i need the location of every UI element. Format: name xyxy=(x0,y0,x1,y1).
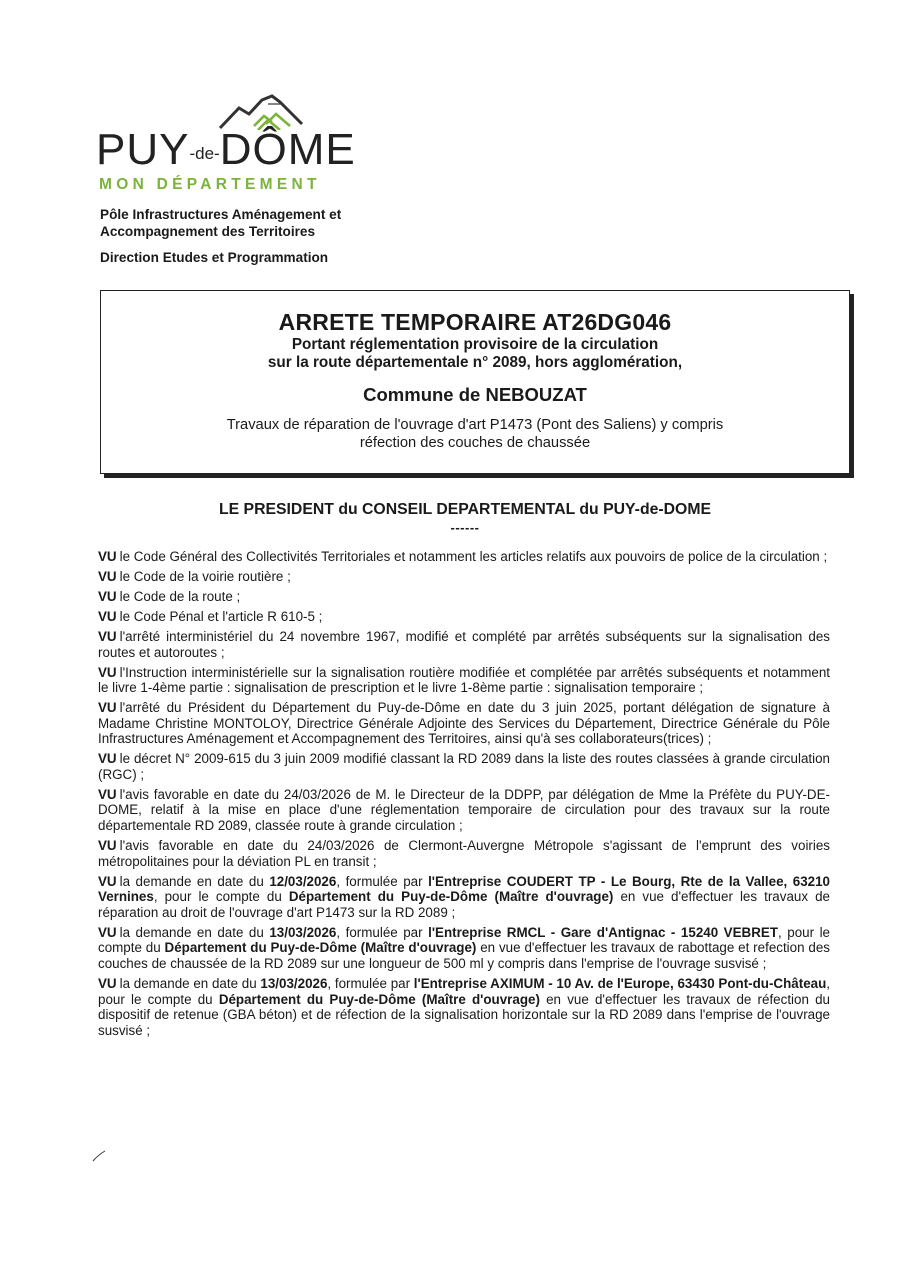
org-direction: Direction Etudes et Programmation xyxy=(100,250,329,265)
visa-text: en vue d'effectuer les travaux de réfection du dispositif de retenue (GBA béton) et de réfection de la signalisation horizontale sur la RD 2089 dans l'emprise de l'ouvrage susvisé ; xyxy=(98,991,830,1038)
mountain-logo-icon xyxy=(96,90,366,130)
visa-item xyxy=(98,874,830,921)
logo-subtitle: MON DÉPARTEMENT xyxy=(99,176,321,193)
visa-text: le Code de la voirie routière ; xyxy=(119,568,291,584)
visa-emphasis: 13/03/2026 xyxy=(260,975,328,991)
logo-word-right: DÔME xyxy=(219,125,356,174)
visa-item xyxy=(98,751,830,782)
visa-text: , pour le compte du xyxy=(98,975,830,1007)
works-description-line-2: réfection des couches de chaussée xyxy=(359,435,591,451)
visa-item xyxy=(98,700,830,747)
visa-list xyxy=(98,549,830,1043)
decree-subtitle-line-2: sur la route départementale n° 2089, hors agglomération, xyxy=(267,354,683,371)
visa-emphasis: Département du Puy-de-Dôme (Maître d'ouvrage) xyxy=(288,889,614,905)
logo-wordmark xyxy=(96,125,356,174)
visa-item xyxy=(98,629,830,660)
visa-keyword: VU xyxy=(98,549,117,564)
visa-text: le Code de la route ; xyxy=(119,588,241,604)
visa-text: l'avis favorable en date du 24/03/2026 de M. le Directeur de la DDPP, par délégation de Mme la Préfète du PUY-DE-DOME, relatif à la mise en place d'une réglementation temporaire de circulation pour des travaux sur la route départementale RD 2089, classée route à grande circulation ; xyxy=(98,786,830,834)
visa-keyword: VU xyxy=(98,628,117,644)
visa-text: , formulée par xyxy=(336,924,429,940)
visa-item xyxy=(98,589,830,605)
visa-text: la demande en date du xyxy=(119,873,270,889)
commune-name: Commune de NEBOUZAT xyxy=(363,384,587,405)
handwritten-tick-mark xyxy=(92,1150,106,1162)
decree-title: ARRETE TEMPORAIRE AT26DG046 xyxy=(278,309,672,335)
visa-keyword: VU xyxy=(98,664,117,680)
org-line-2: Accompagnement des Territoires xyxy=(100,224,316,239)
visa-text: l'Instruction interministérielle sur la signalisation routière modifiée et complétée par arrêtés subséquents et notamment le livre 1-4ème partie : signalisation de prescription et le livre 1-8ème partie : signalisation temporaire ; xyxy=(98,664,830,696)
visa-text: l'arrêté du Président du Département du Puy-de-Dôme en date du 3 juin 2025, portant délégation de signature à Madame Christine MONTOLOY, Directrice Générale Adjointe des Services du Département, Directrice Générale du Pôle Infrastructures Aménagement et Accompagnement des Territoires, ainsi qu'à ses collaborateurs(trices) ; xyxy=(98,700,830,747)
visa-keyword: VU xyxy=(98,568,117,584)
visa-item xyxy=(98,925,830,972)
president-heading: LE PRESIDENT du CONSEIL DEPARTEMENTAL du PUY-de-DOME xyxy=(218,501,712,518)
visa-item xyxy=(98,569,830,585)
visa-text: le décret N° 2009-615 du 3 juin 2009 modifié classant la RD 2089 dans la liste des routes classées à grande circulation (RGC) ; xyxy=(98,751,830,782)
visa-text: la demande en date du xyxy=(119,975,261,991)
visa-text: en vue d'effectuer les travaux de rabottage et refection des couches de chaussée de la RD 2089 sur une longueur de 500 ml y compris dans l'emprise de l'ouvrage susvisé ; xyxy=(98,940,831,971)
org-line-1: Pôle Infrastructures Aménagement et xyxy=(100,207,342,222)
visa-emphasis: Département du Puy-de-Dôme (Maître d'ouvrage) xyxy=(218,991,540,1007)
visa-keyword: VU xyxy=(98,786,117,802)
issuing-service xyxy=(100,206,341,266)
visa-text: en vue d'effectuer les travaux de réparation au droit de l'ouvrage d'art P1473 sur la RD 2089 ; xyxy=(98,889,830,920)
visa-emphasis: 13/03/2026 xyxy=(269,924,337,940)
visa-text: , pour le compte du xyxy=(98,924,830,956)
title-box xyxy=(100,290,850,474)
visa-emphasis: l'Entreprise AXIMUM - 10 Av. de l'Europe, 63430 Pont-du-Château xyxy=(413,975,827,991)
decree-subtitle-line-1: Portant réglementation provisoire de la circulation xyxy=(291,336,659,353)
visa-text: le Code Général des Collectivités Territoriales et notamment les articles relatifs aux pouvoirs de police de la circulation ; xyxy=(119,549,828,564)
visa-keyword: VU xyxy=(98,924,117,940)
visa-keyword: VU xyxy=(98,751,117,767)
works-description-line-1: Travaux de réparation de l'ouvrage d'art P1473 (Pont des Saliens) y compris xyxy=(226,417,724,433)
department-logo xyxy=(96,90,366,200)
visa-text: l'avis favorable en date du 24/03/2026 de Clermont-Auvergne Métropole s'agissant de l'emprunt des voiries métropolitaines pour la déviation PL en transit ; xyxy=(98,838,830,869)
visa-keyword: VU xyxy=(98,700,117,716)
visa-emphasis: l'Entreprise RMCL - Gare d'Antignac - 15240 VEBRET xyxy=(428,924,778,940)
logo-word-left: PUY xyxy=(96,125,190,174)
visa-emphasis: Département du Puy-de-Dôme (Maître d'ouvrage) xyxy=(164,940,477,956)
visa-text: le Code Pénal et l'article R 610-5 ; xyxy=(119,608,323,624)
visa-text: , pour le compte du xyxy=(153,889,289,905)
visa-item xyxy=(98,609,830,625)
visa-emphasis: 12/03/2026 xyxy=(269,873,337,889)
visa-keyword: VU xyxy=(98,608,117,624)
logo-word-mid: -de- xyxy=(189,144,220,163)
visa-text: , formulée par xyxy=(336,873,429,889)
visa-keyword: VU xyxy=(98,838,117,854)
visa-text: l'arrêté interministériel du 24 novembre 1967, modifié et complété par arrêtés subséquents sur la signalisation des routes et autoroutes ; xyxy=(98,628,830,660)
visa-keyword: VU xyxy=(98,873,117,889)
visa-keyword: VU xyxy=(98,588,117,604)
visa-item xyxy=(98,665,830,696)
visa-keyword: VU xyxy=(98,975,117,991)
visa-item xyxy=(98,838,830,869)
visa-item xyxy=(98,549,830,565)
visa-emphasis: l'Entreprise COUDERT TP - Le Bourg, Rte de la Vallee, 63210 Vernines xyxy=(98,873,830,905)
heading-separator: ------ xyxy=(450,520,480,535)
visa-item xyxy=(98,976,830,1038)
visa-text: la demande en date du xyxy=(119,924,270,940)
visa-text: , formulée par xyxy=(327,975,414,991)
visa-item xyxy=(98,787,830,834)
